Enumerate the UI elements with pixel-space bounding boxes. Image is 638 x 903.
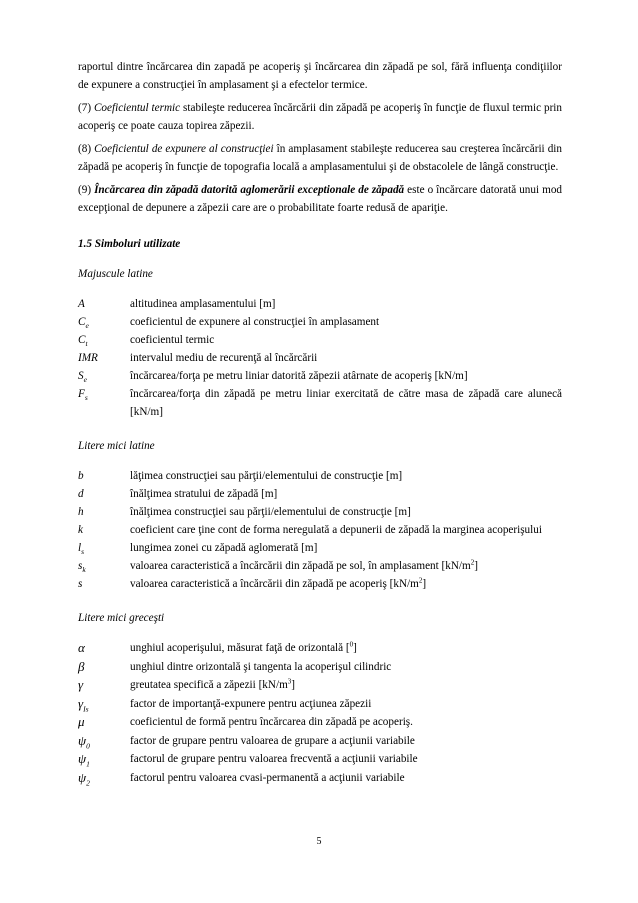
- unit-close-bracket: ]: [353, 642, 357, 654]
- symbol-letter: b: [78, 470, 84, 482]
- paragraph-8: [78, 140, 562, 176]
- symbol: [78, 732, 130, 750]
- symbol-row: [78, 295, 562, 313]
- description-text: înălţimea stratului de zăpadă [m]: [130, 488, 278, 500]
- symbol-subscript: e: [83, 375, 87, 385]
- symbol-description: [130, 732, 562, 750]
- symbol-description: [130, 639, 562, 657]
- symbol-description: [130, 331, 562, 349]
- symbol: [78, 521, 130, 539]
- symbol-description: [130, 695, 562, 713]
- symbol-subscript: 2: [86, 778, 90, 788]
- description-text: încărcarea/forţa din zăpadă pe metru liniar exercitată de către masa de zăpadă care alunecă [kN/m]: [130, 388, 562, 418]
- symbol: [78, 695, 130, 713]
- description-text: coeficientul de formă pentru încărcarea din zăpadă pe acoperiş.: [130, 716, 413, 728]
- symbol-subscript: 0: [86, 741, 90, 751]
- symbol: [78, 367, 130, 385]
- symbol-row: [78, 575, 562, 593]
- description-text: valoarea caracteristică a încărcării din zăpadă pe sol, în amplasament [kN/m: [130, 560, 471, 572]
- paragraph-8-text: în amplasament stabileşte reducerea sau creşterea încărcării din zăpadă pe acoperiş în funcţie de topografia locală a amplasamentului şi de obstacolele de lângă construcţie.: [78, 143, 562, 173]
- subheading-greek: Litere mici greceşti: [78, 612, 165, 624]
- symbol-row: [78, 695, 562, 713]
- symbol-description: [130, 539, 562, 557]
- subheading-lower-latin: Litere mici latine: [78, 440, 155, 452]
- symbol-description: [130, 521, 562, 539]
- symbol-row: [78, 521, 562, 539]
- symbol: [78, 467, 130, 485]
- symbol-description: [130, 385, 562, 421]
- page-number: 5: [316, 836, 322, 847]
- paragraph-9: [78, 181, 562, 217]
- symbol-subscript: k: [82, 565, 86, 575]
- symbol-letter: γ: [78, 677, 84, 692]
- paragraph-8-number: (8): [78, 143, 92, 155]
- symbol: [78, 658, 130, 676]
- description-text: înălţimea construcţiei sau părţii/elementului de construcţie [m]: [130, 506, 411, 518]
- symbol-row: [78, 676, 562, 694]
- description-text: coeficientul termic: [130, 334, 215, 346]
- symbol-row: [78, 769, 562, 787]
- symbol-description: [130, 313, 562, 331]
- symbol-description: [130, 557, 562, 575]
- symbol: [78, 295, 130, 313]
- symbol-letter: s: [78, 578, 83, 590]
- description-text: greutatea specifică a zăpezii [kN/m: [130, 679, 288, 691]
- symbol-row: [78, 539, 562, 557]
- symbol-description: [130, 367, 562, 385]
- symbol-row: [78, 467, 562, 485]
- symbol-letter: ψ: [78, 751, 87, 766]
- symbol: [78, 503, 130, 521]
- description-text: factor de importanţă-expunere pentru acţiunea zăpezii: [130, 697, 372, 710]
- symbol-letter: C: [78, 316, 86, 328]
- symbol-row: [78, 331, 562, 349]
- paragraph-7-text: stabileşte reducerea încărcării din zăpadă pe acoperiş în funcţie de fluxul termic prin acoperiş ce poate cauza topirea zăpezii.: [78, 102, 563, 132]
- document-page: [78, 58, 562, 803]
- symbol-letter: d: [78, 488, 84, 500]
- symbol-row: [78, 385, 562, 421]
- symbol-letter: k: [78, 524, 83, 536]
- symbol-row: [78, 713, 562, 731]
- symbol-letter: h: [78, 506, 84, 518]
- symbol-letter: ψ: [78, 769, 87, 785]
- symbol-row: [78, 750, 562, 768]
- symbol-description: [130, 349, 562, 367]
- unit-superscript: 2: [470, 558, 475, 567]
- symbol-letter: s: [78, 560, 83, 572]
- unit-close-bracket: ]: [422, 578, 427, 590]
- symbol: [78, 385, 130, 403]
- symbol-subscript: Is: [83, 704, 89, 714]
- description-text: factor de grupare pentru valoarea de grupare a acţiunii variabile: [130, 734, 415, 747]
- symbol-letter: C: [78, 334, 86, 346]
- intro-paragraph-1: raportul dintre încărcarea din zapadă pe acoperiş şi încărcarea din zăpadă pe sol, fără influenţa condiţiilor de expunere a construcţiei în amplasament şi a efectelor termice.: [78, 61, 562, 91]
- description-text: valoarea caracteristică a încărcării din zăpadă pe acoperiş [kN/m: [130, 578, 419, 590]
- description-text: factorul pentru valoarea cvasi-permanentă a acţiunii variabile: [130, 771, 405, 784]
- symbol-row: [78, 732, 562, 750]
- symbol-subscript: t: [85, 339, 88, 349]
- symbol: [78, 349, 130, 367]
- unit-superscript: 3: [287, 677, 292, 686]
- symbol-letter: β: [78, 658, 85, 674]
- paragraph-8-term: Coeficientul de expunere al construcţiei: [94, 143, 274, 155]
- symbol-letter: F: [78, 388, 85, 400]
- upper-latin-list: [78, 295, 562, 421]
- section-heading: 1.5 Simboluri utilizate: [78, 238, 181, 250]
- description-text: unghiul acoperişului, măsurat faţă de orizontală [: [130, 642, 350, 654]
- symbol-letter: A: [78, 298, 85, 310]
- symbol-subscript: 1: [86, 759, 90, 769]
- symbol-row: [78, 639, 562, 657]
- symbol-description: [130, 485, 562, 503]
- symbol-letter: S: [78, 370, 84, 382]
- symbol-description: [130, 676, 562, 694]
- symbol-row: [78, 503, 562, 521]
- symbol: [78, 639, 130, 657]
- paragraph-7-number: (7): [78, 102, 92, 114]
- symbol-row: [78, 658, 562, 676]
- lower-latin-list: [78, 467, 562, 593]
- greek-list: [78, 639, 562, 787]
- symbol: [78, 676, 130, 694]
- symbol: [78, 331, 130, 349]
- symbol-letter: IMR: [78, 352, 98, 364]
- unit-superscript: 0: [349, 640, 354, 649]
- symbol: [78, 557, 130, 575]
- symbol-row: [78, 557, 562, 575]
- subheading-upper-latin: Majuscule latine: [78, 268, 153, 280]
- symbol-letter: α: [78, 640, 85, 655]
- symbol-subscript: s: [81, 547, 85, 557]
- description-text: încărcarea/forţa pe metru liniar datorită zăpezii atârnate de acoperiş [kN/m]: [130, 370, 468, 382]
- symbol-subscript: e: [85, 321, 89, 331]
- symbol: [78, 539, 130, 557]
- symbol-description: [130, 295, 562, 313]
- symbol-subscript: s: [84, 393, 88, 403]
- symbol-row: [78, 349, 562, 367]
- paragraph-7: [78, 99, 562, 135]
- symbol-description: [130, 575, 562, 593]
- description-text: lăţimea construcţiei sau părţii/elementului de construcţie [m]: [130, 470, 403, 482]
- symbol-description: [130, 713, 562, 731]
- description-text: intervalul mediu de recurenţă al încărcării: [130, 352, 318, 364]
- description-text: factorul de grupare pentru valoarea frecventă a acţiunii variabile: [130, 753, 418, 765]
- symbol-letter: ψ: [78, 732, 87, 748]
- description-text: unghiul dintre orizontală şi tangenta la acoperişul cilindric: [130, 660, 392, 673]
- symbol: [78, 769, 130, 787]
- symbol-letter: μ: [78, 714, 85, 729]
- symbol: [78, 485, 130, 503]
- symbol: [78, 713, 130, 731]
- description-text: coeficient care ţine cont de forma neregulată a depunerii de zăpadă la marginea acoperişului: [130, 524, 542, 536]
- symbol-description: [130, 769, 562, 787]
- symbol-description: [130, 503, 562, 521]
- description-text: coeficientul de expunere al construcţiei în amplasament: [130, 316, 380, 328]
- description-text: altitudinea amplasamentului [m]: [130, 298, 276, 310]
- unit-superscript: 2: [418, 576, 423, 585]
- paragraph-9-term: Încărcarea din zăpadă datorită aglomerării exceptionale de zăpadă: [94, 184, 405, 196]
- description-text: lungimea zonei cu zăpadă aglomerată [m]: [130, 542, 318, 554]
- symbol: [78, 313, 130, 331]
- symbol-row: [78, 313, 562, 331]
- symbol-description: [130, 467, 562, 485]
- symbol-description: [130, 750, 562, 768]
- paragraph-7-term: Coeficientul termic: [93, 102, 181, 114]
- symbol-description: [130, 658, 562, 676]
- symbol-row: [78, 485, 562, 503]
- symbol: [78, 575, 130, 593]
- unit-close-bracket: ]: [291, 679, 296, 691]
- symbol: [78, 750, 130, 768]
- paragraph-9-number: (9): [78, 184, 92, 196]
- unit-close-bracket: ]: [474, 560, 478, 572]
- symbol-row: [78, 367, 562, 385]
- paragraph-9-text: este o încărcare datorată unui mod excepţional de depunere a zăpezii care are o probabilitate foarte redusă de apariţie.: [78, 184, 563, 214]
- symbol-letter: l: [78, 542, 82, 554]
- symbol-letter: γ: [78, 695, 84, 711]
